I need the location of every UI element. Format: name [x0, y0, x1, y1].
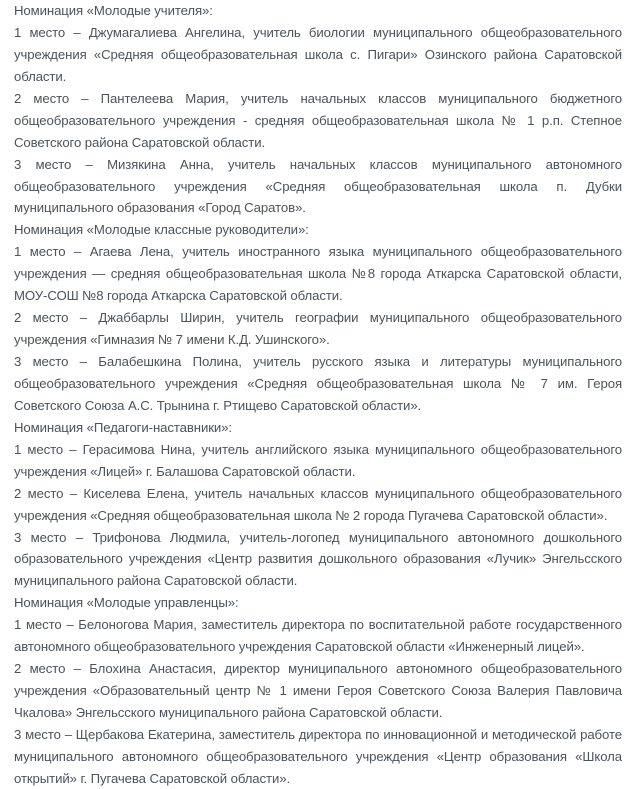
award-entry-place-3: 3 место – Мизякина Анна, учитель начальных классов муниципального автономного общеобразовательного учреждения «Средняя общеобразовательная школа п. Дубки муниципального образования «Город Саратов».: [14, 156, 622, 216]
award-entry-place-1: 1 место – Белоногова Мария, заместитель директора по воспитательной работе государственного автономного общеобразовательного учреждения Саратовской области «Инженерный лицей».: [14, 617, 622, 655]
award-entry-place-3: 3 место – Трифонова Людмила, учитель-логопед муниципального автономного дошкольного образовательного учреждения «Центр развития дошкольного образования «Лучик» Энгельсского муниципального района Саратовской области.: [14, 529, 622, 589]
section-heading-mentor-teachers: Номинация «Педагоги-наставники»:: [14, 419, 232, 435]
section-heading-young-class-leaders: Номинация «Молодые классные руководители»:: [14, 222, 309, 238]
award-entry-place-1: 1 место – Джумагалиева Ангелина, учитель биологии муниципального общеобразовательного учреждения «Средняя общеобразовательная школа с. Пигари» Озинского района Саратовской области.: [14, 24, 622, 84]
award-entry-place-2: 2 место – Киселева Елена, учитель начальных классов муниципального общеобразовательного учреждения «Средняя общеобразовательная школа № 2 города Пугачева Саратовской области».: [14, 485, 622, 523]
section-heading-young-managers: Номинация «Молодые управленцы»:: [14, 595, 239, 611]
award-entry-place-3: 3 место – Щербакова Екатерина, заместитель директора по инновационной и методической работе муниципального автономного общеобразовательного учреждения «Центр образования «Школа открытий» г. Пугачева Саратовской области».: [14, 726, 622, 786]
award-entry-place-2: 2 место – Джаббарлы Ширин, учитель географии муниципального общеобразовательного учреждения «Гимназия № 7 имени К.Д. Ушинского».: [14, 310, 622, 348]
section-heading-young-teachers: Номинация «Молодые учителя»:: [14, 3, 213, 18]
award-entry-place-1: 1 место – Герасимова Нина, учитель английского языка муниципального общеобразовательного учреждения «Лицей» г. Балашова Саратовской области.: [14, 441, 622, 479]
award-entry-place-1: 1 место – Агаева Лена, учитель иностранного языка муниципального общеобразовательного учреждения — средняя общеобразовательная школа №8 города Аткарска Саратовской области, МОУ-СОШ №8 города Аткарска Саратовской области.: [14, 244, 622, 304]
award-entry-place-2: 2 место – Блохина Анастасия, директор муниципального автономного общеобразовательного учреждения «Образовательный центр № 1 имени Героя Советского Союза Валерия Павловича Чкалова» Энгельсского муниципального района Саратовской области.: [14, 661, 622, 720]
award-entry-place-2: 2 место – Пантелеева Мария, учитель начальных классов муниципального бюджетного общеобразовательного учреждения - средняя общеобразовательная школа № 1 р.п. Степное Советского района Саратовской области.: [14, 90, 622, 150]
award-entry-place-3: 3 место – Балабешкина Полина, учитель русского языка и литературы муниципального общеобразовательного учреждения «Средняя общеобразовательная школа № 7 им. Героя Советского Союза А.С. Трынина г. Ртищево Саратовской области».: [14, 354, 622, 413]
